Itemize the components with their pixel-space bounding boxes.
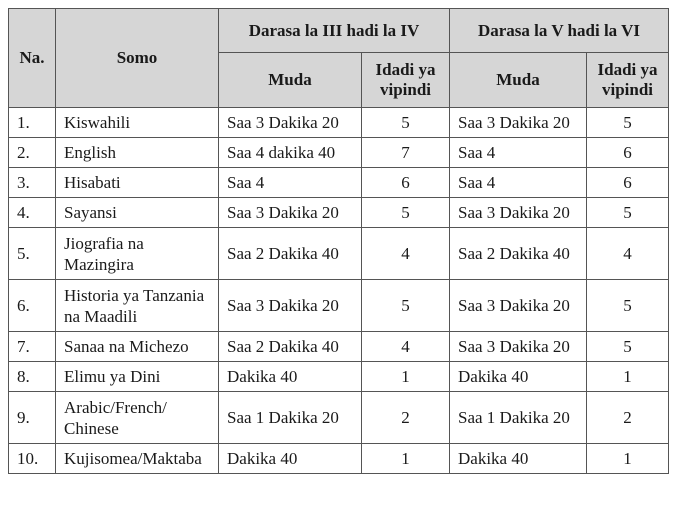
cell-periods-iii-iv: 5 (362, 198, 450, 228)
cell-periods-v-vi: 5 (587, 198, 669, 228)
cell-periods-iii-iv: 7 (362, 138, 450, 168)
cell-number: 4. (9, 198, 56, 228)
cell-subject: English (56, 138, 219, 168)
header-subject: Somo (56, 9, 219, 108)
cell-duration-v-vi: Saa 4 (450, 168, 587, 198)
table-row (9, 332, 669, 362)
cell-periods-v-vi: 1 (587, 444, 669, 474)
header-group-iii-iv: Darasa la III hadi la IV (219, 9, 450, 53)
header-duration: Muda (450, 53, 587, 108)
cell-periods-iii-iv: 5 (362, 108, 450, 138)
cell-periods-iii-iv: 1 (362, 362, 450, 392)
cell-periods-v-vi: 5 (587, 280, 669, 332)
table-row (9, 138, 669, 168)
cell-number: 10. (9, 444, 56, 474)
table-row (9, 168, 669, 198)
cell-duration-v-vi: Saa 2 Dakika 40 (450, 228, 587, 280)
cell-duration-iii-iv: Dakika 40 (219, 444, 362, 474)
cell-subject: Sanaa na Michezo (56, 332, 219, 362)
cell-duration-v-vi: Saa 4 (450, 138, 587, 168)
cell-subject: Kujisomea/Maktaba (56, 444, 219, 474)
cell-number: 8. (9, 362, 56, 392)
cell-number: 9. (9, 392, 56, 444)
cell-subject: Sayansi (56, 198, 219, 228)
table-row (9, 444, 669, 474)
cell-duration-iii-iv: Saa 4 dakika 40 (219, 138, 362, 168)
cell-number: 3. (9, 168, 56, 198)
cell-duration-v-vi: Saa 3 Dakika 20 (450, 108, 587, 138)
cell-periods-iii-iv: 5 (362, 280, 450, 332)
cell-number: 2. (9, 138, 56, 168)
table-row (9, 280, 669, 332)
cell-duration-v-vi: Saa 3 Dakika 20 (450, 280, 587, 332)
cell-duration-iii-iv: Saa 3 Dakika 20 (219, 108, 362, 138)
cell-duration-v-vi: Dakika 40 (450, 362, 587, 392)
cell-duration-iii-iv: Saa 3 Dakika 20 (219, 198, 362, 228)
header-group-v-vi: Darasa la V hadi la VI (450, 9, 669, 53)
cell-periods-v-vi: 1 (587, 362, 669, 392)
cell-periods-v-vi: 6 (587, 138, 669, 168)
cell-number: 5. (9, 228, 56, 280)
cell-number: 1. (9, 108, 56, 138)
cell-subject: Jiografia na Mazingira (56, 228, 219, 280)
cell-duration-iii-iv: Saa 3 Dakika 20 (219, 280, 362, 332)
cell-duration-v-vi: Saa 1 Dakika 20 (450, 392, 587, 444)
table-row (9, 198, 669, 228)
cell-subject: Kiswahili (56, 108, 219, 138)
header-duration: Muda (219, 53, 362, 108)
header-periods: Idadi ya vipindi (362, 53, 450, 108)
cell-periods-iii-iv: 4 (362, 332, 450, 362)
header-periods: Idadi ya vipindi (587, 53, 669, 108)
table-row (9, 108, 669, 138)
cell-subject: Arabic/French/ Chinese (56, 392, 219, 444)
cell-periods-iii-iv: 2 (362, 392, 450, 444)
cell-number: 6. (9, 280, 56, 332)
cell-duration-v-vi: Saa 3 Dakika 20 (450, 198, 587, 228)
table-row (9, 228, 669, 280)
cell-periods-v-vi: 4 (587, 228, 669, 280)
cell-number: 7. (9, 332, 56, 362)
cell-subject: Hisabati (56, 168, 219, 198)
cell-duration-iii-iv: Saa 4 (219, 168, 362, 198)
cell-duration-iii-iv: Saa 2 Dakika 40 (219, 228, 362, 280)
cell-periods-v-vi: 5 (587, 332, 669, 362)
table-row (9, 362, 669, 392)
cell-periods-iii-iv: 4 (362, 228, 450, 280)
cell-subject: Elimu ya Dini (56, 362, 219, 392)
cell-periods-iii-iv: 1 (362, 444, 450, 474)
cell-duration-iii-iv: Dakika 40 (219, 362, 362, 392)
table-row (9, 392, 669, 444)
cell-duration-v-vi: Saa 3 Dakika 20 (450, 332, 587, 362)
cell-periods-iii-iv: 6 (362, 168, 450, 198)
table-body (9, 108, 669, 474)
cell-duration-iii-iv: Saa 1 Dakika 20 (219, 392, 362, 444)
cell-periods-v-vi: 2 (587, 392, 669, 444)
cell-periods-v-vi: 6 (587, 168, 669, 198)
cell-periods-v-vi: 5 (587, 108, 669, 138)
timetable (8, 8, 669, 474)
cell-duration-v-vi: Dakika 40 (450, 444, 587, 474)
header-no: Na. (9, 9, 56, 108)
cell-duration-iii-iv: Saa 2 Dakika 40 (219, 332, 362, 362)
cell-subject: Historia ya Tanzania na Maadili (56, 280, 219, 332)
